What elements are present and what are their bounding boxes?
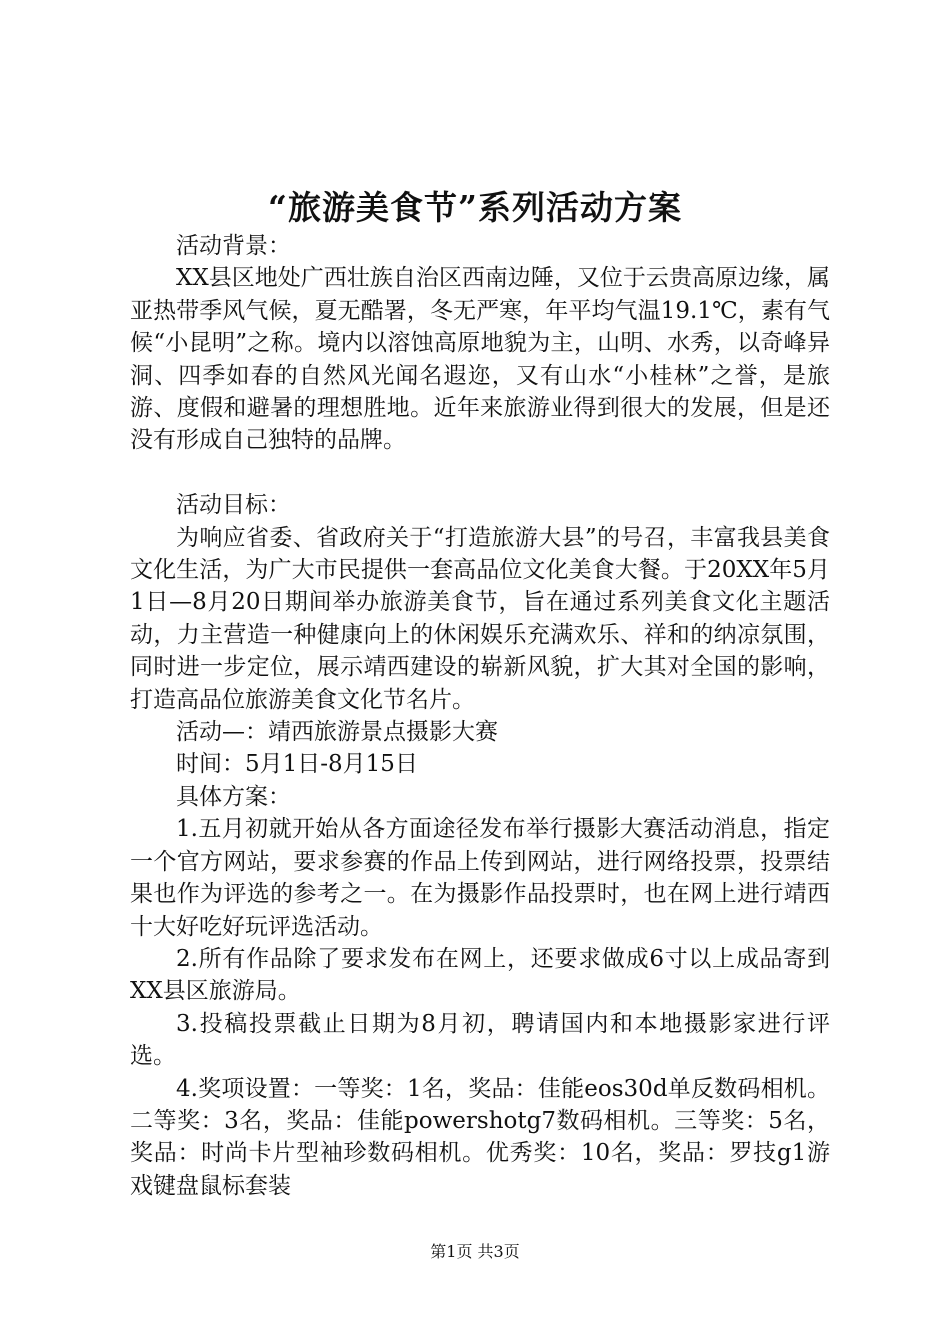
plan-item-3: 3.投稿投票截止日期为8月初，聘请国内和本地摄影家进行评选。 — [130, 1010, 830, 1070]
paragraph-background: XX县区地处广西壮族自治区西南边陲，又位于云贵高原边缘，属亚热带季风气候，夏无酷署，冬无严寒，年平均气温19.1℃，素有气候“小昆明”之称。境内以溶蚀高原地貌为主，山明、水秀，以奇峰异洞、四季如春的自然风光闻名遐迩，又有山水“小桂林”之誉，是旅游、度假和避暑的理想胜地。近年来旅游业得到很大的发展，但是还没有形成自己独特的品牌。 — [130, 265, 830, 454]
section-heading-background: 活动背景： — [176, 233, 291, 259]
plan-item-4: 4.奖项设置：一等奖：1名，奖品：佳能eos30d单反数码相机。二等奖：3名，奖品：佳能powershotg7数码相机。三等奖：5名，奖品：时尚卡片型袖珍数码相机。优秀奖：10名，奖品：罗技g1游戏键盘鼠标套装 — [130, 1075, 830, 1199]
document-body — [130, 230, 830, 1202]
paragraph-goal: 为响应省委、省政府关于“打造旅游大县”的号召，丰富我县美食文化生活，为广大市民提供一套高品位文化美食大餐。于20XX年5月1日—8月20日期间举办旅游美食节，旨在通过系列美食文化主题活动，力主营造一种健康向上的休闲娱乐充满欢乐、祥和的纳凉氛围，同时进一步定位，展示靖西建设的崭新风貌，扩大其对全国的影响，打造高品位旅游美食文化节名片。 — [130, 524, 830, 713]
plan-item-1: 1.五月初就开始从各方面途径发布举行摄影大赛活动消息，指定一个官方网站，要求参赛的作品上传到网站，进行网络投票，投票结果也作为评选的参考之一。在为摄影作品投票时，也在网上进行靖西十大好吃好玩评选活动。 — [130, 816, 830, 940]
plan-item-2: 2.所有作品除了要求发布在网上，还要求做成6寸以上成品寄到XX县区旅游局。 — [130, 945, 830, 1005]
section-heading-plan: 具体方案： — [176, 783, 291, 810]
page-number: 第1页 共3页 — [430, 1242, 520, 1261]
activity-one-title: 活动—：靖西旅游景点摄影大赛 — [176, 719, 498, 746]
section-heading-goal: 活动目标： — [176, 492, 291, 519]
paragraph-gap — [130, 457, 830, 489]
document-title: “旅游美食节”系列活动方案 — [268, 188, 682, 227]
activity-one-time: 时间：5月1日-8月15日 — [176, 751, 418, 778]
